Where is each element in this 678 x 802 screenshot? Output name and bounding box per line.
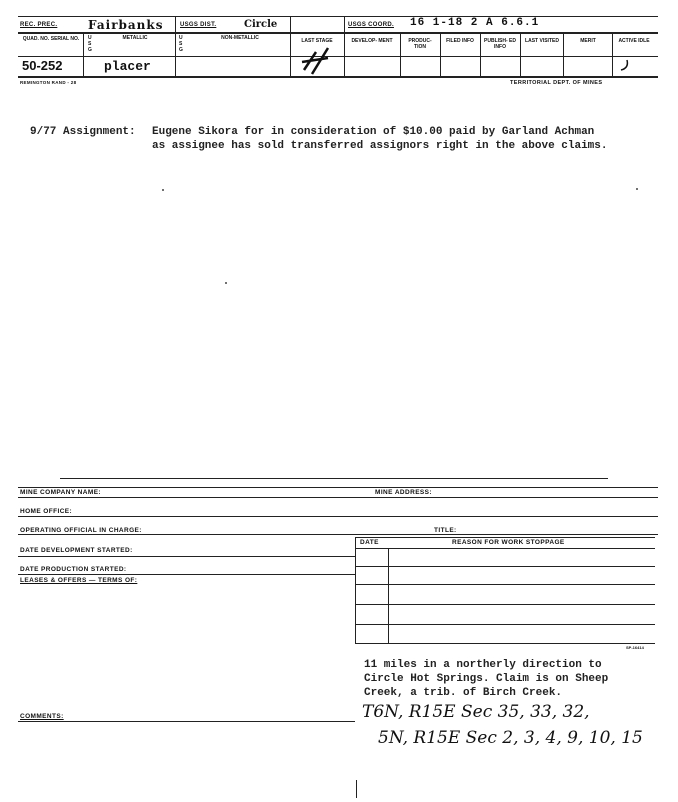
handwritten-line-2: 5N, R15E Sec 2, 3, 4, 9, 10, 15 [378,728,643,748]
serial-value: 50-252 [22,58,63,73]
mine-address-label: MINE ADDRESS: [375,489,432,496]
merit-label: MERIT [580,38,596,44]
quad-no-label: QUAD. NO. [22,36,50,42]
date-column-header: DATE [360,539,379,546]
development-label: DEVELOP- MENT [351,38,393,44]
assignment-line-1: Eugene Sikora for in consideration of $10.00 paid by Garland Achman [152,126,595,138]
commodity-value: placer [104,59,151,74]
last-stage-check-mark [298,44,338,76]
published-info-label: PUBLISH- ED INFO [484,38,516,50]
date-development-started-label: DATE DEVELOPMENT STARTED: [20,547,133,554]
comments-line-2: Circle Hot Springs. Claim is on Sheep [364,673,609,685]
last-stage-label: LAST STAGE [301,38,333,44]
production-label: PRODUC- TION [408,38,432,50]
usg-letters-right: U S G [179,35,183,53]
date-production-started-label: DATE PRODUCTION STARTED: [20,566,127,573]
form-number: SP-16414 [626,645,644,650]
comments-line-3: Creek, a trib. of Birch Creek. [364,687,563,699]
handwritten-line-1: T6N, R15E Sec 35, 33, 32, [362,702,590,722]
card-maker-text: REMINGTON RAND - 28 [20,80,77,85]
home-office-label: HOME OFFICE: [20,508,73,515]
metallic-label: METALLIC [122,35,148,41]
active-idle-mark [617,58,637,74]
usgs-coord-value: 16 1-18 2 A 6.6.1 [410,17,540,29]
filed-info-label: FILED INFO [446,38,474,44]
assignment-line-2: as assignee has sold transferred assignors right in the above claims. [152,140,608,152]
reason-column-header: REASON FOR WORK STOPPAGE [452,539,565,546]
usg-letters-left: U S G [88,35,92,53]
assignment-label: 9/77 Assignment: [30,126,136,138]
rec-prec-label: REC. PREC. [20,22,58,28]
last-visited-label: LAST VISITED [525,38,559,44]
comments-label: COMMENTS: [20,713,64,720]
mine-company-name-label: MINE COMPANY NAME: [20,489,101,496]
scan-speck [162,189,164,191]
rec-prec-value: Fairbanks [88,18,164,32]
title-label: TITLE: [434,527,457,534]
usgs-coord-label: USGS COORD. [348,22,394,28]
nonmetallic-label: NON-METALLIC [221,35,259,41]
leases-offers-label: LEASES & OFFERS — TERMS OF: [20,577,138,584]
scan-speck [225,282,227,284]
serial-no-label: SERIAL NO. [50,36,80,42]
usgs-dist-label: USGS DIST. [180,22,217,28]
active-idle-label: ACTIVE IDLE [618,38,650,44]
comments-line-1: 11 miles in a northerly direction to [364,659,602,671]
usgs-dist-value: Circle [244,19,278,30]
operating-official-label: OPERATING OFFICIAL IN CHARGE: [20,527,142,534]
scan-speck [636,188,638,190]
bottom-tick [356,780,357,798]
territorial-dept-text: TERRITORIAL DEPT. OF MINES [510,80,603,86]
